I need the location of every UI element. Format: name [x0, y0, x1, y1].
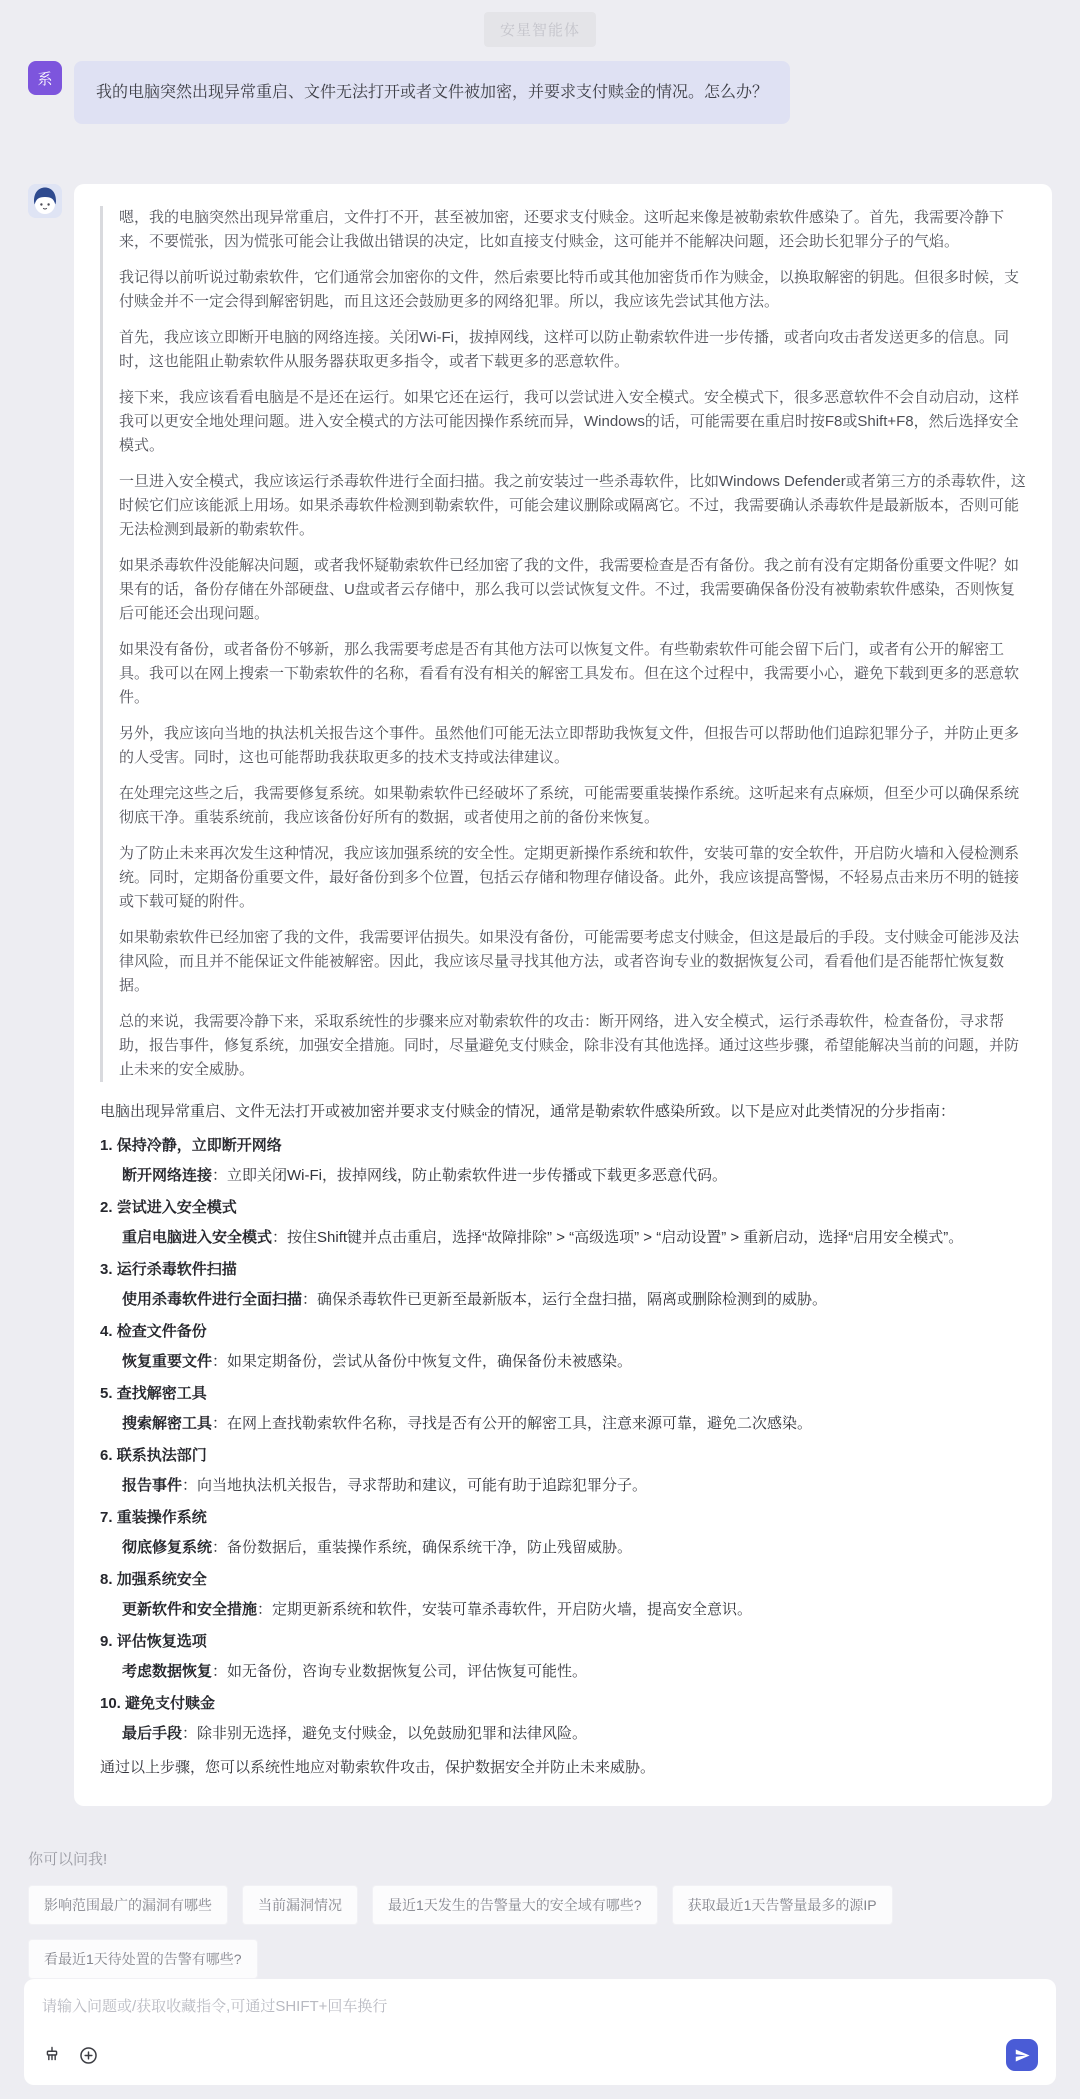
step-number: 4.: [100, 1323, 113, 1341]
user-message-text: 我的电脑突然出现异常重启、文件无法打开或者文件被加密，并要求支付赎金的情况。怎么办？: [96, 84, 769, 101]
step-desc: ：如果定期备份，尝试从备份中恢复文件，确保备份未被感染。: [212, 1353, 633, 1371]
step-lead: 使用杀毒软件进行全面扫描: [122, 1291, 303, 1309]
step-title-text: 重装操作系统: [116, 1509, 207, 1527]
suggestions-label: 你可以问我!: [28, 1851, 108, 1869]
thinking-paragraph: 首先，我应该立即断开电脑的网络连接。关闭Wi-Fi，拔掉网线，这样可以防止勒索软件进一步传播，或者向攻击者发送更多的信息。同时，这也能阻止勒索软件从服务器获取更多指令，或者下载更多的恶意软件。: [119, 329, 1009, 371]
step-title-text: 运行杀毒软件扫描: [116, 1261, 237, 1279]
thinking-paragraph: 我记得以前听说过勒索软件，它们通常会加密你的文件，然后索要比特币或其他加密货币作为赎金，以换取解密的钥匙。但很多时候，支付赎金并不一定会得到解密钥匙，而且这还会鼓励更多的网络犯罪。所以，我应该先尝试其他方法。: [119, 269, 1020, 311]
step-desc: ：除非别无选择，避免支付赎金，以免鼓励犯罪和法律风险。: [182, 1725, 588, 1743]
step-title: [100, 1196, 1026, 1220]
step-number: 7.: [100, 1509, 113, 1527]
step-lead: 更新软件和安全措施: [122, 1601, 258, 1619]
assistant-message-row: [28, 184, 1052, 1806]
thinking-paragraph: 为了防止未来再次发生这种情况，我应该加强系统的安全性。定期更新操作系统和软件，安装可靠的安全软件，开启防火墙和入侵检测系统。同时，定期备份重要文件，最好备份到多个位置，包括云存储和物理存储设备。此外，我应该提高警惕，不轻易点击来历不明的链接或下载可疑的附件。: [119, 845, 1020, 911]
step-title: [100, 1630, 1026, 1654]
step-body: [100, 1474, 1026, 1498]
thinking-paragraph: 一旦进入安全模式，我应该运行杀毒软件进行全面扫描。我之前安装过一些杀毒软件，比如Windows Defender或者第三方的杀毒软件，这时候它们应该能派上用场。如果杀毒软件检测到勒索软件，可能会建议删除或隔离它。不过，我需要确认杀毒软件是最新版本，否则可能无法检测到最新的勒索软件。: [119, 473, 1026, 539]
user-avatar-label: 系: [37, 70, 53, 88]
clear-conversation-button[interactable]: [42, 2045, 62, 2065]
step-title: [100, 1692, 1026, 1716]
step-body: [100, 1164, 1026, 1188]
step-item: [100, 1630, 1026, 1684]
thinking-paragraph: 嗯，我的电脑突然出现异常重启，文件打不开，甚至被加密，还要求支付赎金。这听起来像是被勒索软件感染了。首先，我需要冷静下来，不要慌张，因为慌张可能会让我做出错误的决定，比如直接支付赎金，这可能并不能解决问题，还会助长犯罪分子的气焰。: [119, 209, 1005, 251]
suggested-question-chip[interactable]: 影响范围最广的漏洞有哪些: [28, 1885, 228, 1925]
step-title: [100, 1382, 1026, 1406]
answer-outro: 通过以上步骤，您可以系统性地应对勒索软件攻击，保护数据安全并防止未来威胁。: [100, 1759, 656, 1777]
step-title-text: 评估恢复选项: [116, 1633, 207, 1651]
step-title: [100, 1134, 1026, 1158]
step-desc: ：备份数据后，重装操作系统，确保系统干净，防止残留威胁。: [212, 1539, 633, 1557]
step-lead: 最后手段: [122, 1725, 183, 1743]
step-lead: 考虑数据恢复: [122, 1663, 213, 1681]
step-desc: ：如无备份，咨询专业数据恢复公司，评估恢复可能性。: [212, 1663, 588, 1681]
suggested-question-chip[interactable]: 获取最近1天告警量最多的源IP: [672, 1885, 893, 1925]
thinking-paragraph: 如果勒索软件已经加密了我的文件，我需要评估损失。如果没有备份，可能需要考虑支付赎金，但这是最后的手段。支付赎金可能涉及法律风险，而且并不能保证文件能被解密。因此，我应该尽量寻找其他方法，或者咨询专业的数据恢复公司，看看他们是否能帮忙恢复数据。: [119, 929, 1020, 995]
thinking-paragraph: 总的来说，我需要冷静下来，采取系统性的步骤来应对勒索软件的攻击：断开网络，进入安全模式，运行杀毒软件，检查备份，寻求帮助，报告事件，修复系统，加强安全措施。同时，尽量避免支付赎金，除非没有其他选择。通过这些步骤，希望能解决当前的问题，并防止未来的安全威胁。: [119, 1013, 1020, 1079]
user-avatar: [28, 61, 62, 95]
composer-input[interactable]: [42, 1995, 1038, 2021]
step-item: [100, 1382, 1026, 1436]
suggestion-chips: [28, 1885, 928, 1979]
assistant-thinking-block: [100, 206, 1026, 1082]
add-attachment-button[interactable]: [78, 2045, 99, 2066]
send-icon: [1014, 2047, 1031, 2064]
step-title-text: 检查文件备份: [116, 1323, 207, 1341]
step-item: [100, 1320, 1026, 1374]
step-lead: 搜索解密工具: [122, 1415, 213, 1433]
step-body: [100, 1412, 1026, 1436]
step-body: [100, 1536, 1026, 1560]
suggestions-section: [28, 1848, 1052, 1979]
step-title-text: 避免支付赎金: [125, 1695, 216, 1713]
step-lead: 断开网络连接: [122, 1167, 213, 1185]
thinking-paragraph: 接下来，我应该看看电脑是不是还在运行。如果它还在运行，我可以尝试进入安全模式。安全模式下，很多恶意软件不会自动启动，这样我可以更安全地处理问题。进入安全模式的方法可能因操作系统而异，Windows的话，可能需要在重启时按F8或Shift+F8，然后选择安全模式。: [119, 389, 1020, 455]
step-body: [100, 1288, 1026, 1312]
user-message-bubble: [74, 61, 790, 124]
step-number: 10.: [100, 1695, 121, 1713]
step-body: [100, 1598, 1026, 1622]
step-number: 2.: [100, 1199, 113, 1217]
assistant-message-card: [74, 184, 1052, 1806]
step-title-text: 联系执法部门: [116, 1447, 207, 1465]
assistant-answer: [100, 1100, 1026, 1780]
thinking-paragraph: 如果没有备份，或者备份不够新，那么我需要考虑是否有其他方法可以恢复文件。有些勒索软件可能会留下后门，或者有公开的解密工具。我可以在网上搜索一下勒索软件的名称，看看有没有相关的解密工具发布。但在这个过程中，我需要小心，避免下载到更多的恶意软件。: [119, 641, 1020, 707]
composer-toolbar: [42, 2039, 1038, 2071]
step-title: [100, 1444, 1026, 1468]
step-body: [100, 1660, 1026, 1684]
composer: [24, 1979, 1056, 2085]
step-title: [100, 1506, 1026, 1530]
thinking-paragraph: 如果杀毒软件没能解决问题，或者我怀疑勒索软件已经加密了我的文件，我需要检查是否有备份。我之前有没有定期备份重要文件呢？如果有的话，备份存储在外部硬盘、U盘或者云存储中，那么我可以尝试恢复文件。不过，我需要确保备份没有被勒索软件感染，否则恢复后可能还会出现问题。: [119, 557, 1020, 623]
step-item: [100, 1506, 1026, 1560]
step-number: 3.: [100, 1261, 113, 1279]
step-number: 6.: [100, 1447, 113, 1465]
answer-steps: [100, 1134, 1026, 1746]
thinking-paragraph: 在处理完这些之后，我需要修复系统。如果勒索软件已经破坏了系统，可能需要重装操作系统。这听起来有点麻烦，但至少可以确保系统彻底干净。重装系统前，我应该备份好所有的数据，或者使用之前的备份来恢复。: [119, 785, 1020, 827]
suggested-question-chip[interactable]: 当前漏洞情况: [242, 1885, 358, 1925]
step-title-text: 查找解密工具: [116, 1385, 207, 1403]
step-item: [100, 1196, 1026, 1250]
suggested-question-chip[interactable]: 最近1天发生的告警量大的安全域有哪些?: [372, 1885, 658, 1925]
step-title: [100, 1320, 1026, 1344]
user-message-row: [28, 61, 1052, 124]
step-number: 1.: [100, 1137, 113, 1155]
suggested-question-chip[interactable]: 看最近1天待处置的告警有哪些?: [28, 1939, 258, 1979]
step-title-text: 尝试进入安全模式: [116, 1199, 237, 1217]
step-desc: ：确保杀毒软件已更新至最新版本，运行全盘扫描，隔离或删除检测到的威胁。: [302, 1291, 828, 1309]
broom-icon: [42, 2045, 62, 2065]
step-title-text: 保持冷静，立即断开网络: [116, 1137, 282, 1155]
assistant-avatar-icon: [28, 184, 62, 218]
step-number: 9.: [100, 1633, 113, 1651]
step-title: [100, 1568, 1026, 1592]
step-item: [100, 1692, 1026, 1746]
step-lead: 恢复重要文件: [122, 1353, 213, 1371]
step-item: [100, 1568, 1026, 1622]
send-button[interactable]: [1006, 2039, 1038, 2071]
step-lead: 重启电脑进入安全模式: [122, 1229, 273, 1247]
page-title: 安星智能体: [484, 12, 596, 47]
step-item: [100, 1444, 1026, 1498]
step-number: 5.: [100, 1385, 113, 1403]
step-lead: 报告事件: [122, 1477, 183, 1495]
step-number: 8.: [100, 1571, 113, 1589]
assistant-avatar: [28, 184, 62, 218]
step-desc: ：向当地执法机关报告，寻求帮助和建议，可能有助于追踪犯罪分子。: [182, 1477, 648, 1495]
step-item: [100, 1258, 1026, 1312]
plus-circle-icon: [78, 2045, 99, 2066]
step-title-text: 加强系统安全: [116, 1571, 207, 1589]
step-item: [100, 1134, 1026, 1188]
answer-intro: 电脑出现异常重启、文件无法打开或被加密并要求支付赎金的情况，通常是勒索软件感染所致。以下是应对此类情况的分步指南：: [100, 1103, 956, 1121]
step-body: [100, 1350, 1026, 1374]
step-desc: ：在网上查找勒索软件名称，寻找是否有公开的解密工具，注意来源可靠，避免二次感染。: [212, 1415, 813, 1433]
step-desc: ：按住Shift键并点击重启，选择“故障排除” > “高级选项” > “启动设置” > 重新启动，选择“启用安全模式”。: [272, 1229, 964, 1247]
thinking-paragraph: 另外，我应该向当地的执法机关报告这个事件。虽然他们可能无法立即帮助我恢复文件，但报告可以帮助他们追踪犯罪分子，并防止更多的人受害。同时，这也可能帮助我获取更多的技术支持或法律建议。: [119, 725, 1020, 767]
step-desc: ：立即关闭Wi-Fi，拔掉网线，防止勒索软件进一步传播或下载更多恶意代码。: [212, 1167, 727, 1185]
step-body: [100, 1722, 1026, 1746]
step-body: [100, 1226, 1026, 1250]
composer-toolbar-left: [42, 2045, 99, 2066]
step-lead: 彻底修复系统: [122, 1539, 213, 1557]
step-desc: ：定期更新系统和软件，安装可靠杀毒软件，开启防火墙，提高安全意识。: [257, 1601, 753, 1619]
header: [28, 0, 1052, 47]
step-title: [100, 1258, 1026, 1282]
